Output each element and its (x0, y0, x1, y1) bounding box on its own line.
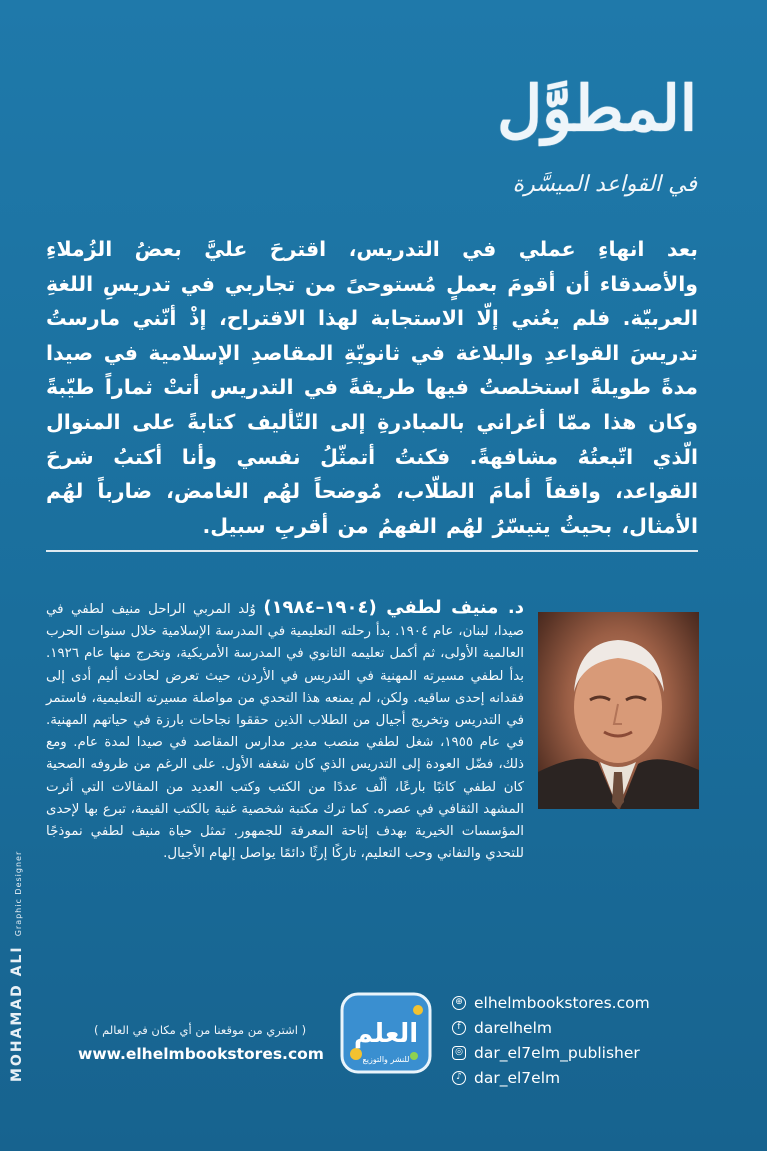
contact-instagram-text: dar_el7elm_publisher (474, 1043, 640, 1062)
website-link[interactable]: www.elhelmbookstores.com (78, 1045, 324, 1063)
section-divider (46, 550, 698, 552)
contact-facebook[interactable] (452, 1015, 650, 1040)
publisher-logo (336, 990, 436, 1076)
book-title: المطوَّل (497, 72, 697, 145)
contact-tiktok[interactable] (452, 1065, 650, 1090)
logo-subtext: للنشر والتوزيع (362, 1055, 410, 1064)
facebook-icon: f (452, 1021, 466, 1035)
author-bio-text: وُلد المربي الراحل منيف لطفي في صيدا، لبنان، عام ١٩٠٤. بدأ رحلته التعليمية في المدرسة الإسلامية خلال سنوات الحرب العالمية الأولى، ثم أكمل تعليمه الثانوي في المدرسة الأمريكية، وتخرج منها عام ١٩٢٦. بدأ لطفي مسيرته المهنية في التدريس في الأردن، حيث تعرض لحادث أليم أدى إلى فقدانه إحدى ساقيه. ولكن، لم يمنعه هذا التحدي من مواصلة مسيرته التعليمية، فاستمر في التدريس وتخريج أجيال من الطلاب الذين حققوا نجاحات بارزة في حياتهم المهنية. في عام ١٩٥٥، شغل لطفي منصب مدير مدارس المقاصد في صيدا لمدة عام. ومع ذلك، فضّل العودة إلى التدريس الذي كان شغفه الأول. على الرغم من ظروفه الصحية كان لطفي كاتبًا بارعًا، ألّف عددًا من الكتب وكتب العديد من المقالات التي أثرت المشهد الثقافي في عصره. كما ترك مكتبة شخصية غنية بالكتب القيمة، تبرع بها لإحدى المؤسسات الخيرية بهدف إتاحة المعرفة للجمهور. تمثل حياة منيف لطفي نموذجًا للتحدي والتفاني وحب التعليم، تاركًا إرثًا دائمًا يواصل إلهام الأجيال. (46, 602, 524, 862)
tiktok-icon: ♪ (452, 1071, 466, 1085)
designer-credit (6, 851, 25, 1082)
instagram-icon: ◎ (452, 1046, 466, 1060)
contact-website[interactable] (452, 990, 650, 1015)
contact-facebook-text: darelhelm (474, 1018, 552, 1037)
contact-website-text: elhelmbookstores.com (474, 993, 650, 1012)
contact-tiktok-text: dar_el7elm (474, 1068, 561, 1087)
author-heading: د. منيف لطفي (١٩٠٤–١٩٨٤) (263, 597, 524, 618)
contact-list (452, 990, 650, 1090)
designer-name: MOHAMAD ALI (9, 945, 25, 1082)
author-photo (538, 612, 699, 809)
book-subtitle: في القواعد الميسَّرة (512, 172, 697, 197)
intro-paragraph: بعد انهاءِ عملي في التدريس، اقترحَ عليَّ بعضُ الزُملاءِ والأصدقاء أن أقومَ بعملٍ مُستوحىً من تجاربي في تدريسِ اللغةِ العربيّة. فلم يعُني إلّا الاستجابة لهذا الاقتراح، إذْ أنّني مارستُ تدريسَ القواعدِ والبلاغة في ثانويّةِ المقاصدِ الإسلامية في صيدا مدةً طويلةً استخلصتُ فيها طريقةً في التدريس أتتْ ثماراً طيّبةً وكان هذا ممّا أغراني بالمبادرةِ إلى التّأليف كتابةً على المنوال الّذي اتّبعتُهُ مشافهةً. فكنتُ أتمثّلُ نفسي وأنا أكتبُ شرحَ القواعد، واقفاً أمامَ الطلّاب، مُوضحاً لهُم الغامض، ضارباً لهُم الأمثال، بحيثُ يتيسّرُ لهُم الفهمُ من أقربِ سبيل. (46, 237, 698, 538)
designer-role: Graphic Designer (14, 850, 23, 937)
globe-icon: ⊕ (452, 996, 466, 1010)
author-bio (46, 597, 524, 865)
order-note: ( اشتري من موقعنا من أي مكان في العالم ) (93, 1023, 307, 1037)
logo-text: العلم (353, 1019, 419, 1049)
contact-instagram[interactable] (452, 1040, 650, 1065)
